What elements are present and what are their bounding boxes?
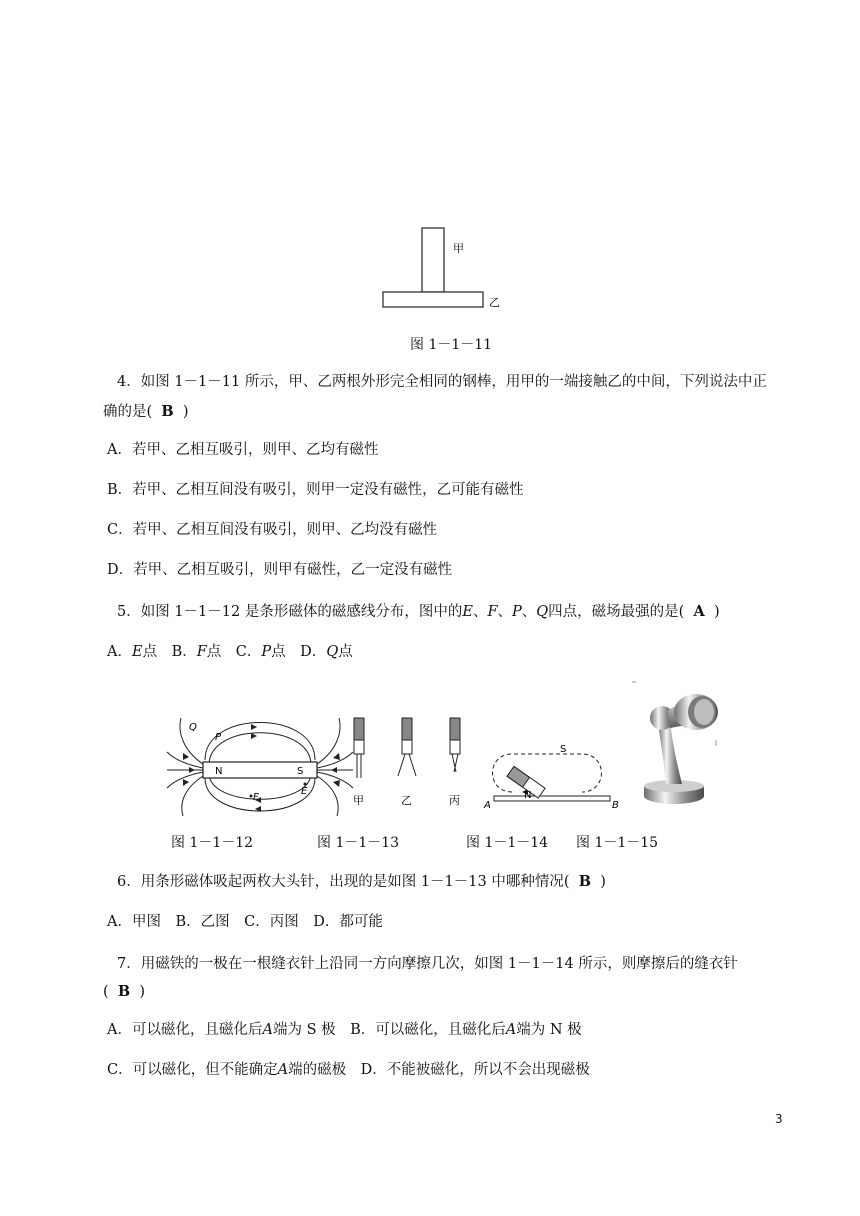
caption-1-1-15: 图 1－1－15 bbox=[576, 835, 659, 851]
figure-1-1-13 bbox=[342, 716, 472, 812]
q6-answer: B bbox=[578, 873, 591, 890]
label-yi: 乙 bbox=[401, 794, 412, 807]
q5-stem: 5．如图 1－1－12 是条形磁体的磁感线分布，图中的E、F、P、Q四点，磁场最强的是( A ) bbox=[117, 603, 720, 620]
label-e: E bbox=[301, 786, 308, 797]
label-n: N bbox=[215, 766, 223, 777]
label-a: A bbox=[484, 800, 491, 811]
q7-options-ab: A．可以磁化，且磁化后A端为 S 极 B．可以磁化，且磁化后A端为 N 极 bbox=[107, 1022, 582, 1038]
bar-yi bbox=[383, 292, 483, 307]
figure-1-1-11 bbox=[375, 222, 515, 314]
q7-stem-line2: ( B ) bbox=[103, 983, 146, 1000]
q6-options: A．甲图 B．乙图 C．丙图 D．都可能 bbox=[107, 914, 383, 930]
figure-1-1-12 bbox=[165, 712, 355, 816]
q4-option-a: A．若甲、乙相互吸引，则甲、乙均有磁性 bbox=[107, 442, 379, 458]
label-jia: 甲 bbox=[353, 794, 364, 807]
q7-options-cd: C．可以磁化，但不能确定A端的磁极 D．不能被磁化，所以不会出现磁极 bbox=[107, 1062, 590, 1078]
label-f: F bbox=[253, 792, 259, 803]
page-number: 3 bbox=[775, 1112, 783, 1126]
label-jia: 甲 bbox=[453, 242, 464, 255]
q5-answer: A bbox=[693, 603, 705, 620]
label-q: Q bbox=[189, 722, 197, 733]
label-s: S bbox=[560, 744, 567, 755]
bar-jia bbox=[422, 228, 444, 292]
label-n: N bbox=[524, 790, 532, 801]
caption-1-1-13: 图 1－1－13 bbox=[317, 835, 400, 851]
caption-1-1-14: 图 1－1－14 bbox=[466, 835, 549, 851]
q7-stem-line1: 7．用磁铁的一极在一根缝衣针上沿同一方向摩擦几次，如图 1－1－14 所示，则摩擦后的缝衣针 bbox=[117, 956, 738, 972]
label-p: P bbox=[215, 732, 222, 743]
caption-1-1-11: 图 1－1－11 bbox=[410, 337, 493, 353]
figure-1-1-15 bbox=[630, 680, 722, 810]
q4-stem-line2: 确的是( B ) bbox=[103, 403, 189, 420]
q7-answer: B bbox=[117, 983, 131, 1000]
q4-option-b: B．若甲、乙相互间没有吸引，则甲一定没有磁性，乙可能有磁性 bbox=[107, 482, 524, 498]
q4-stem-line1: 4．如图 1－1－11 所示，甲、乙两根外形完全相同的钢棒，用甲的一端接触乙的中间，下列说法中正 bbox=[117, 374, 767, 390]
label-yi: 乙 bbox=[489, 296, 500, 309]
label-s: S bbox=[297, 766, 304, 777]
caption-1-1-12: 图 1－1－12 bbox=[171, 835, 254, 851]
q6-stem: 6．用条形磁体吸起两枚大头针，出现的是如图 1－1－13 中哪种情况( B ) bbox=[117, 873, 606, 890]
q4-answer: B bbox=[161, 403, 174, 420]
q5-options: A．E点 B．F点 C．P点 D．Q点 bbox=[107, 644, 353, 660]
q4-option-c: C．若甲、乙相互间没有吸引，则甲、乙均没有磁性 bbox=[107, 522, 438, 538]
q4-option-d: D．若甲、乙相互吸引，则甲有磁性，乙一定没有磁性 bbox=[107, 562, 453, 578]
needle bbox=[494, 796, 610, 801]
figure-1-1-14 bbox=[482, 740, 622, 812]
label-b: B bbox=[612, 800, 619, 811]
label-bing: 丙 bbox=[449, 794, 460, 807]
